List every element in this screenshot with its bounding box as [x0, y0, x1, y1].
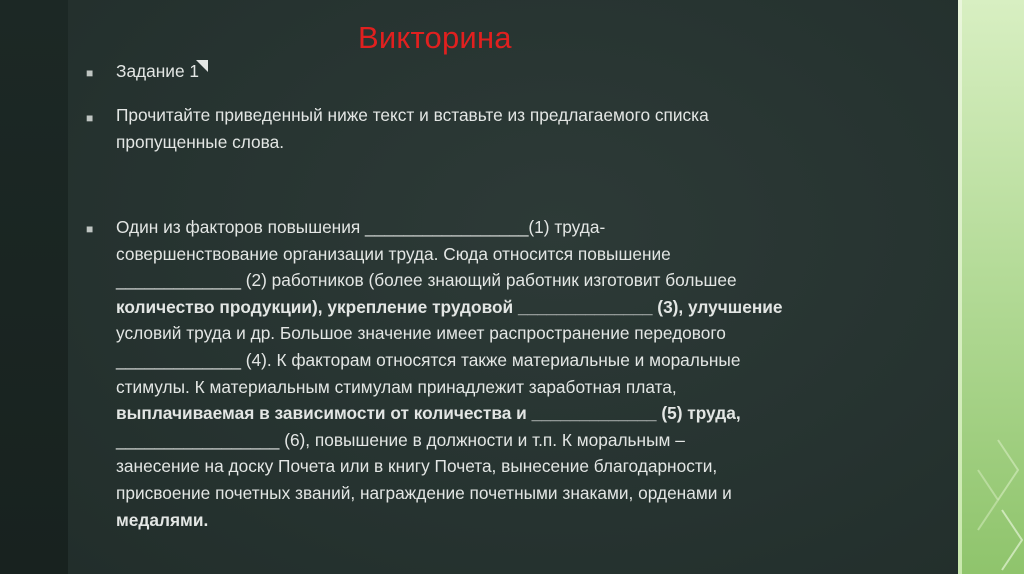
chevron-pattern-icon: [958, 0, 1024, 574]
text-line: количество продукции), укрепление трудовой ______________ (3), улучшение: [116, 296, 783, 317]
text-line: Один из факторов повышения _________________(1) труда-: [116, 217, 606, 237]
text-line: медалями.: [116, 509, 209, 530]
text-line: _____________ (2) работников (более знающий работник изготовит большее: [116, 270, 737, 291]
instruction-line: Прочитайте приведенный ниже текст и вставьте из предлагаемого списка: [116, 105, 709, 125]
task-heading-text: Задание 1: [116, 61, 199, 81]
instruction-paragraph: [116, 102, 876, 155]
text-line: условий труда и др. Большое значение имеет распространение передового: [116, 323, 726, 344]
bullet-icon: ■: [86, 111, 94, 125]
text-line: выплачиваемая в зависимости от количества и _____________ (5) труда,: [116, 403, 741, 424]
text-line: присвоение почетных званий, награждение почетными знаками, орденами и: [116, 482, 732, 503]
text-line: _____________ (4). К факторам относятся также материальные и моральные: [116, 349, 741, 370]
text-line: совершенствование организации труда. Сюда относится повышение: [116, 243, 671, 264]
slide-title: Викторина: [358, 20, 512, 55]
text-line: стимулы. К материальным стимулам принадлежит заработная плата,: [116, 376, 677, 397]
fill-in-text-paragraph: [116, 214, 876, 533]
text-line: занесение на доску Почета или в книгу Почета, вынесение благодарности,: [116, 456, 718, 477]
text-line: _________________ (6), повышение в должности и т.п. К моральным –: [116, 429, 685, 450]
task-heading: [116, 58, 876, 85]
instruction-line: пропущенные слова.: [116, 131, 285, 152]
bullet-icon: ■: [86, 222, 94, 236]
left-margin: [0, 0, 68, 574]
bullet-icon: ■: [86, 66, 94, 80]
